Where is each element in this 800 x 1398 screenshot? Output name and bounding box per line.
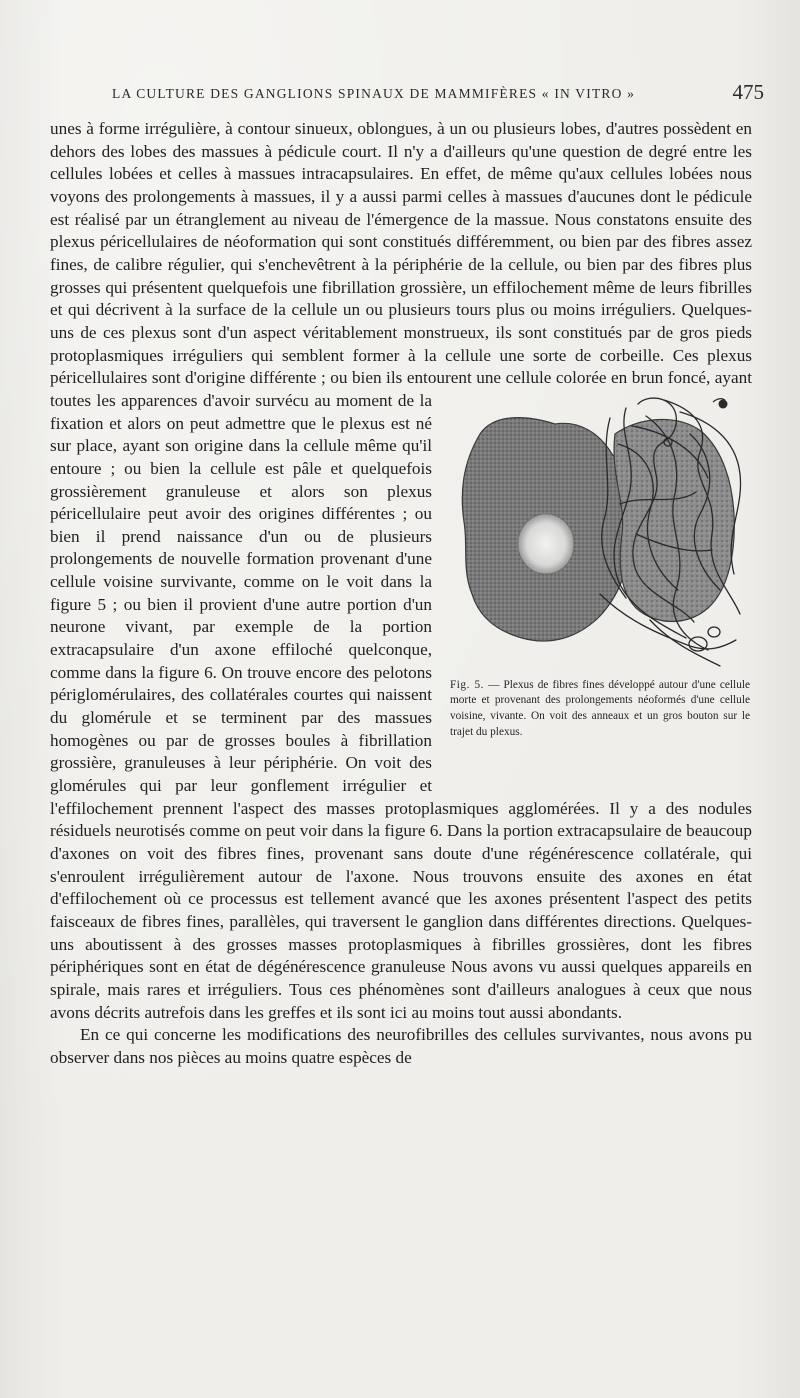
body-text xyxy=(50,118,752,1070)
figure-caption-text: — Plexus de fibres fines développé autour d'une cellule morte et provenant des prolongements néoformés d'une cellule voisine, vivante. On voit des anneaux et un gros bouton sur le trajet du plexus. xyxy=(450,678,751,738)
figure-5-caption xyxy=(450,678,750,740)
running-title: LA CULTURE DES GANGLIONS SPINAUX DE MAMMIFÈRES « IN VITRO » xyxy=(112,86,636,101)
page-number: 475 xyxy=(732,80,764,104)
paragraph-2: En ce qui concerne les modifications des neurofibrilles des cellules survivantes, nous avons pu observer dans nos pièces au moins quatre espèces de xyxy=(50,1025,752,1067)
figure-5 xyxy=(450,394,752,787)
figure-label: Fig. 5. xyxy=(450,678,484,691)
plexus-button xyxy=(719,399,728,408)
figure-5-illustration xyxy=(450,394,752,670)
page-header xyxy=(112,80,764,106)
cell-nucleus xyxy=(518,514,574,574)
paragraph-1: unes à forme irrégulière, à contour sinueux, oblongues, à un ou plusieurs lobes, d'autres possèdent en dehors des lobes des massues à pédicule court. Il n'y a d'ailleurs qu'une question de degré entre les cellules lobées et celles à massues intracapsulaires. En effet, de même qu'aux cellules lobées nous voyons des prolongements à massues, il y a aussi parmi celles à massues d'aucunes dont le pédicule est réalisé par un étranglement au niveau de l'émergence de la massue. Nous constatons ensuite des plexus péricellulaires de néoformation qui sont constitués différemment, ou bien par des fibres assez fines, de calibre régulier, qui s'enchevêtrent à la périphérie de la cellule, ou bien par des fibres plus grosses qui présentent quelquefois une fibrillation grossière, un effilochement même de leurs fibrilles et qui décrivent à la surface de la cellule un ou plusieurs tours plus ou moins irréguliers. Quelques-uns de ces plexus sont d'un aspect véritablement monstrueux, ils sont constitués par de gros pieds protoplasmiques irréguliers qui semblent former à la cellule une sorte de corbeille. Ces plexus péricellulaires sont d'origine différente ; ou bien ils entourent une cellule colorée Fig. 5. — Plexus de fibres fines développé autour d'une cellule morte et provenant des prolongements néoformés d'une cellule voisine, vivante. On voit des anneaux et un gros bouton sur le trajet du plexus. en brun foncé, ayant toutes les apparences d'avoir survécu au moment de la fixation et alors on peut admettre que le plexus est né sur place, ayant son origine dans la cellule même qu'il entoure ; ou bien la cellule est pâle et quelquefois grossièrement granuleuse et alors son plexus péricellulaire peut avoir des origines différentes ; ou bien il prend naissance d'un ou de plusieurs prolongements de nouvelle formation provenant d'une cellule voisine survivante, comme on le voit dans la figure 5 ; ou bien il provient d'une autre portion d'un neurone vivant, par exemple de la portion extracapsulaire d'un axone effiloché quelconque, comme dans la figure 6. On trouve encore des pelotons périglomérulaires, des collatérales courtes qui naissent du glomérule et se terminent par des massues homogènes ou par de grosses boules à fibrillation grossière, granuleuses à leur périphérie. On voit des glomérules qui par leur gonflement irrégulier et l'effilochement prennent l'aspect des masses protoplasmiques agglomérées. Il y a des nodules résiduels neurotisés comme on peut voir dans la figure 6. Dans la portion extracapsulaire de beaucoup d'axones on voit des fibres fines, provenant sans doute d'une régénérescence collatérale, qui s'enroulent irrégulièrement autour de l'axone. Nous trouvons ensuite des axones en état d'effilochement où ce processus est tellement avancé que les axones présentent l'aspect des petits faisceaux de fibres fines, parallèles, qui traversent le ganglion dans différentes directions. Quelques-uns aboutissent à des grosses masses protoplasmiques à fibrilles grossières, dont les fibres périphériques sont en état de dégénérescence granuleuse Nous avons vu aussi quelques appareils en spirale, mais rares et irréguliers. Tous ces phénomènes sont d'ailleurs analogues à ceux que nous avons décrits autrefois dans les greffes et ils sont ici au moins tout aussi abondants. xyxy=(50,119,752,1022)
